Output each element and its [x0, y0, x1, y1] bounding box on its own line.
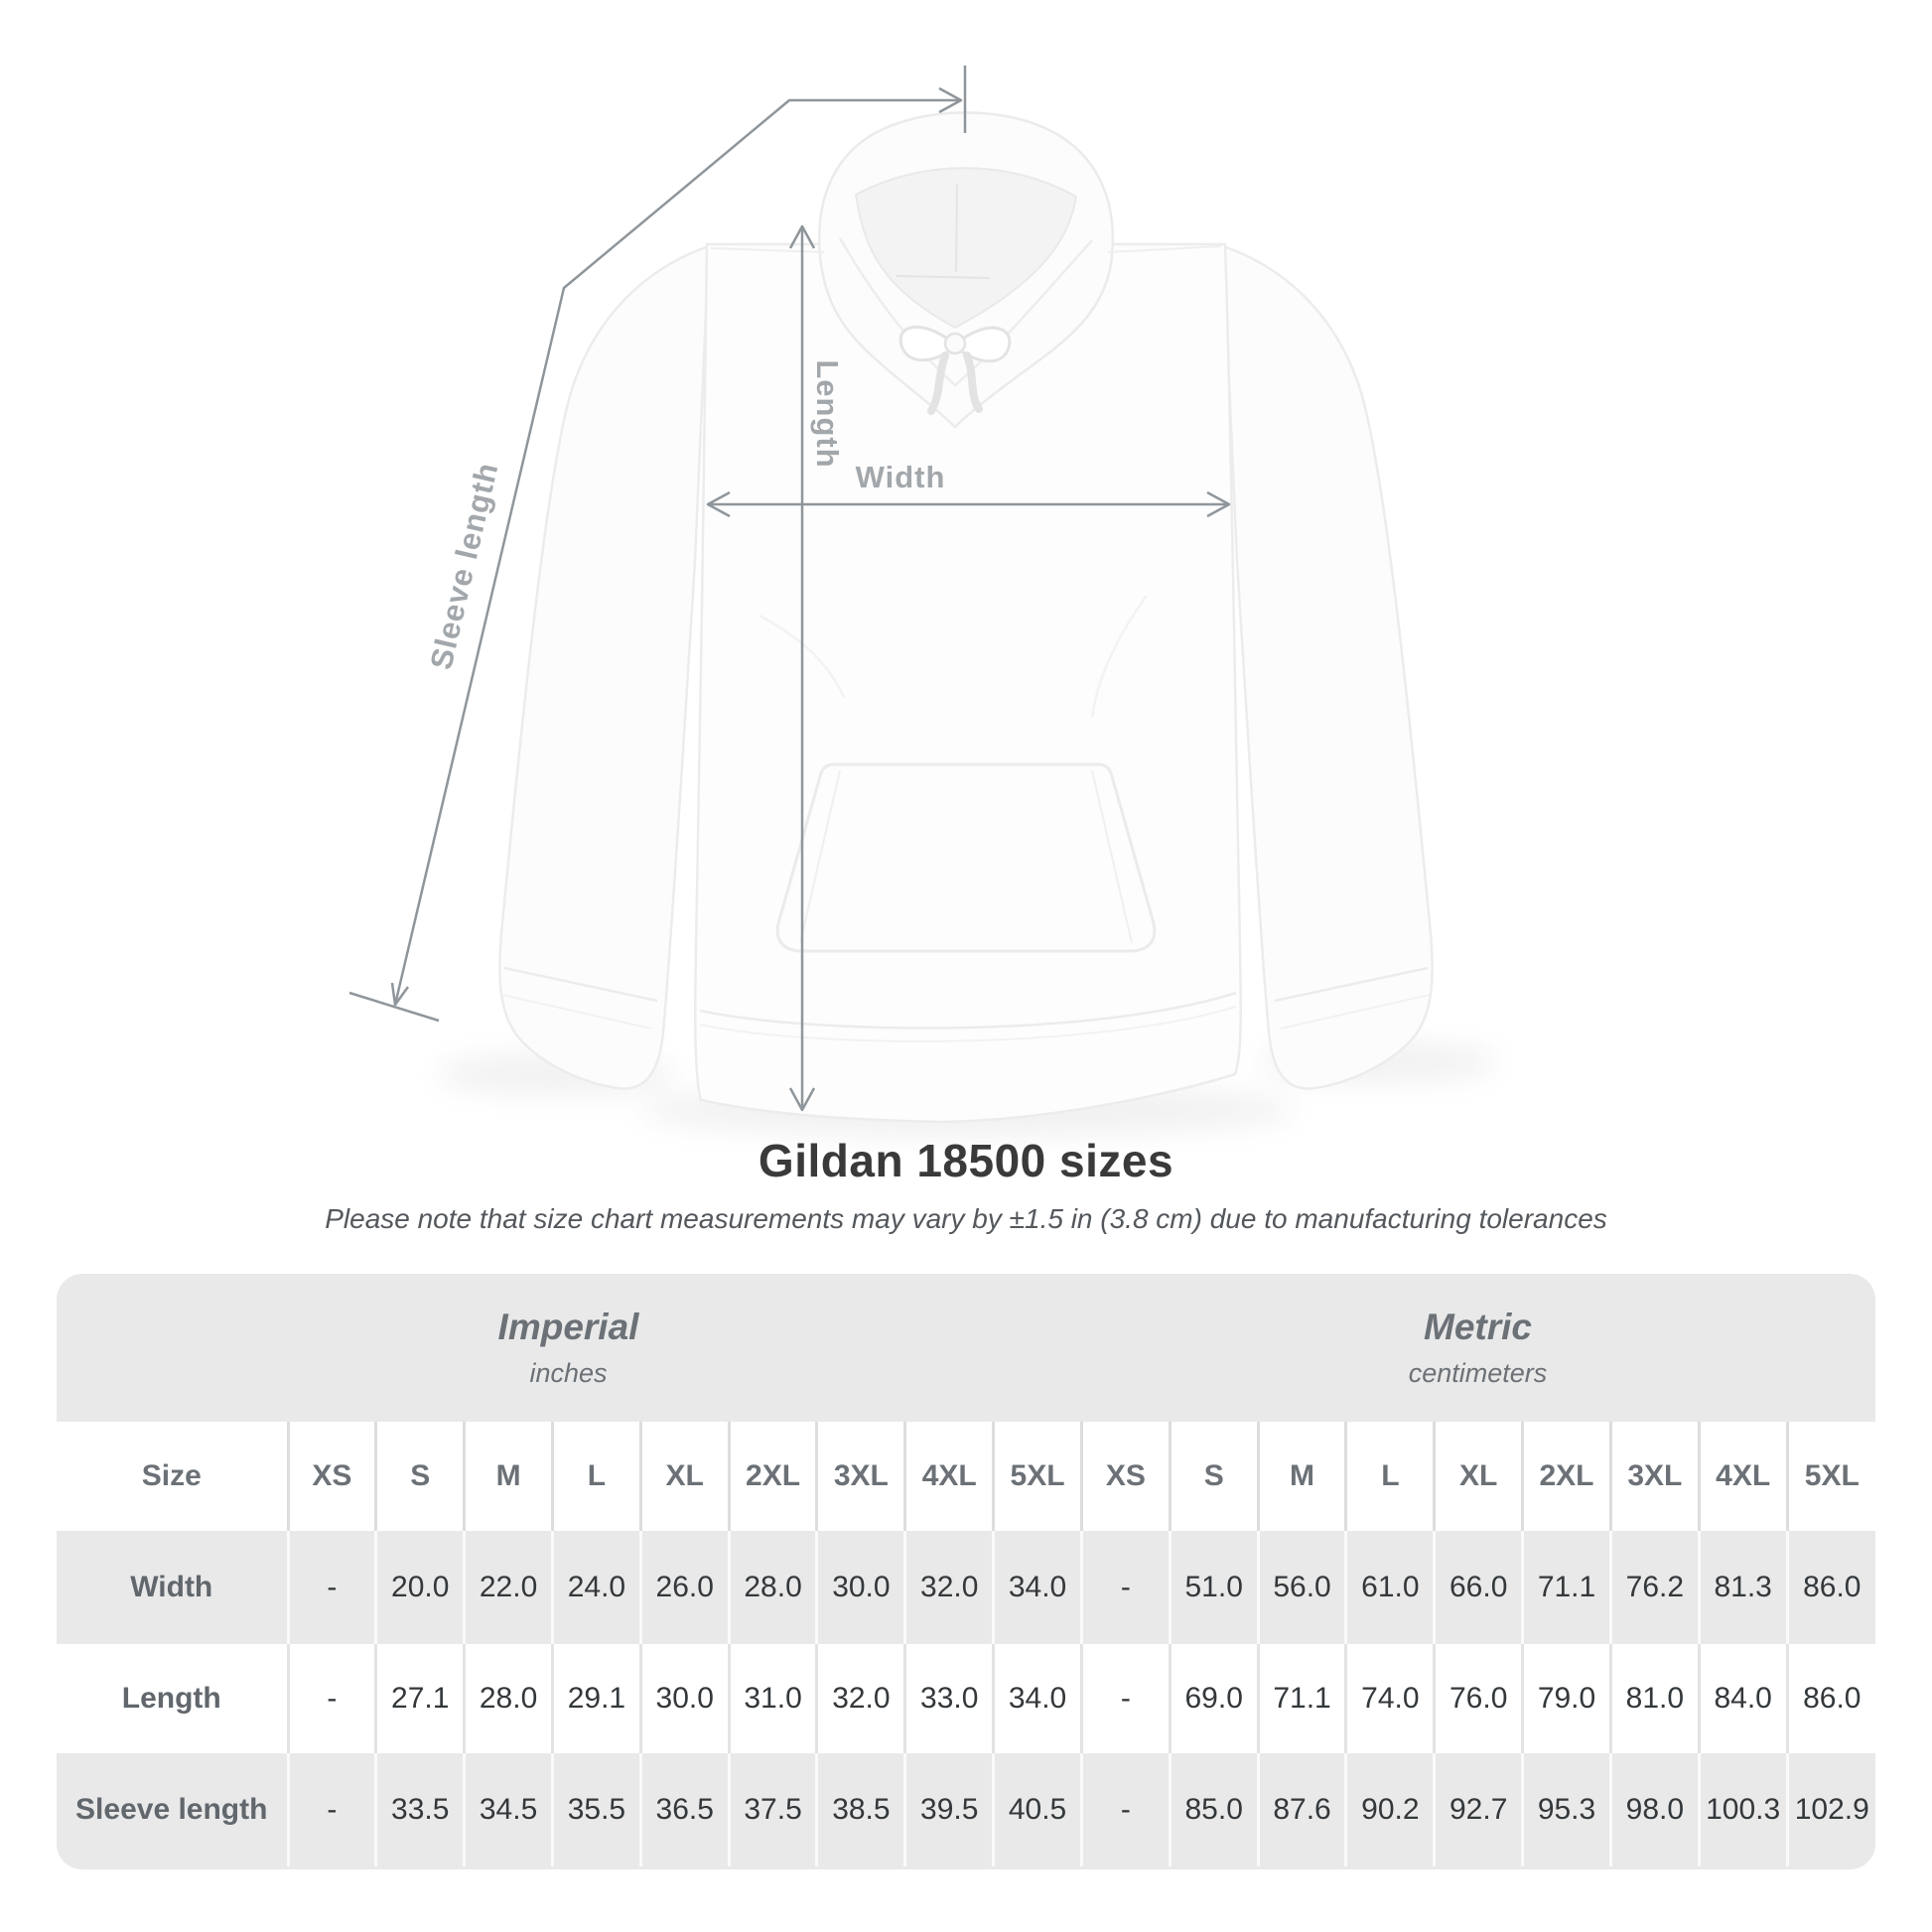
table-cell: -	[288, 1531, 376, 1644]
table-cell: 85.0	[1170, 1753, 1258, 1866]
table-cell: 100.3	[1699, 1753, 1787, 1866]
table-cell: 81.0	[1610, 1644, 1699, 1753]
table-row-length	[57, 1644, 1875, 1753]
table-cell: 29.1	[552, 1644, 640, 1753]
table-cell: -	[1081, 1644, 1170, 1753]
table-cell: 74.0	[1346, 1644, 1435, 1753]
column-header-imperial-4xl: 4XL	[905, 1422, 994, 1531]
row-label-width: Width	[130, 1571, 213, 1603]
column-header-imperial-2xl: 2XL	[729, 1422, 817, 1531]
table-cell: 39.5	[905, 1753, 994, 1866]
column-header-metric-xs: XS	[1081, 1422, 1170, 1531]
table-cell: 34.0	[994, 1531, 1082, 1644]
column-header-metric-5xl: 5XL	[1787, 1422, 1875, 1531]
width-measure-label: Width	[855, 460, 946, 494]
table-cell: -	[1081, 1531, 1170, 1644]
column-header-metric-m: M	[1258, 1422, 1346, 1531]
page-title: Gildan 18500 sizes	[758, 1135, 1174, 1186]
table-cell: 79.0	[1523, 1644, 1611, 1753]
column-header-imperial-5xl: 5XL	[994, 1422, 1082, 1531]
table-cell: 34.0	[994, 1644, 1082, 1753]
column-header-imperial-xl: XL	[640, 1422, 729, 1531]
metric-label: Metric	[1424, 1307, 1532, 1347]
imperial-unit-label: inches	[529, 1358, 608, 1388]
length-measure-label: Length	[810, 359, 845, 469]
title-block	[0, 1134, 1932, 1235]
table-cell: 86.0	[1787, 1644, 1875, 1753]
table-cell: 27.1	[376, 1644, 465, 1753]
table-cell: 31.0	[729, 1644, 817, 1753]
table-cell: -	[288, 1644, 376, 1753]
table-cell: 34.5	[465, 1753, 553, 1866]
table-cell: 51.0	[1170, 1531, 1258, 1644]
size-column-header: Size	[141, 1459, 202, 1492]
table-cell: 90.2	[1346, 1753, 1435, 1866]
table-cell: 24.0	[552, 1531, 640, 1644]
table-cell: 37.5	[729, 1753, 817, 1866]
column-header-imperial-3xl: 3XL	[817, 1422, 905, 1531]
table-cell: 38.5	[817, 1753, 905, 1866]
table-cell: -	[288, 1753, 376, 1866]
metric-unit-label: centimeters	[1408, 1358, 1548, 1388]
table-cell: 35.5	[552, 1753, 640, 1866]
table-row-sleeve-length	[57, 1753, 1875, 1866]
column-header-metric-xl: XL	[1435, 1422, 1523, 1531]
metric-unit-header	[1080, 1307, 1875, 1389]
table-cell: 30.0	[817, 1531, 905, 1644]
table-row-width	[57, 1531, 1875, 1644]
hoodie-left-sleeve	[499, 246, 709, 1089]
table-cell: 30.0	[640, 1644, 729, 1753]
table-cell: 40.5	[994, 1753, 1082, 1866]
column-header-imperial-s: S	[376, 1422, 465, 1531]
table-cell: 66.0	[1435, 1531, 1523, 1644]
table-cell: 61.0	[1346, 1531, 1435, 1644]
column-header-imperial-m: M	[465, 1422, 553, 1531]
table-cell: 22.0	[465, 1531, 553, 1644]
row-label-length: Length	[121, 1682, 221, 1715]
table-cell: 36.5	[640, 1753, 729, 1866]
row-label-sleeve-length: Sleeve length	[75, 1793, 268, 1826]
table-cell: 98.0	[1610, 1753, 1699, 1866]
table-cell: 76.0	[1435, 1644, 1523, 1753]
table-cell: -	[1081, 1753, 1170, 1866]
table-cell: 28.0	[729, 1531, 817, 1644]
imperial-label: Imperial	[497, 1307, 639, 1347]
sleeve-length-measure-label: Sleeve length	[423, 459, 505, 673]
table-cell: 71.1	[1523, 1531, 1611, 1644]
table-cell: 87.6	[1258, 1753, 1346, 1866]
table-cell: 33.0	[905, 1644, 994, 1753]
imperial-unit-header	[57, 1307, 1080, 1389]
table-cell: 28.0	[465, 1644, 553, 1753]
column-header-metric-s: S	[1170, 1422, 1258, 1531]
table-cell: 20.0	[376, 1531, 465, 1644]
unit-band	[57, 1274, 1875, 1422]
table-cell: 102.9	[1787, 1753, 1875, 1866]
table-cell: 71.1	[1258, 1644, 1346, 1753]
size-table	[57, 1274, 1875, 1869]
column-header-metric-l: L	[1346, 1422, 1435, 1531]
table-cell: 76.2	[1610, 1531, 1699, 1644]
hoodie-right-sleeve	[1223, 246, 1433, 1089]
table-cell: 84.0	[1699, 1644, 1787, 1753]
column-header-metric-2xl: 2XL	[1523, 1422, 1611, 1531]
column-header-imperial-xs: XS	[288, 1422, 376, 1531]
table-cell: 95.3	[1523, 1753, 1611, 1866]
table-cell: 69.0	[1170, 1644, 1258, 1753]
table-cell: 32.0	[905, 1531, 994, 1644]
table-cell: 92.7	[1435, 1753, 1523, 1866]
table-cell: 32.0	[817, 1644, 905, 1753]
table-cell: 56.0	[1258, 1531, 1346, 1644]
size-measurements-table	[57, 1422, 1875, 1866]
table-cell: 26.0	[640, 1531, 729, 1644]
size-header-row	[57, 1422, 1875, 1531]
tolerance-note: Please note that size chart measurements may vary by ±1.5 in (3.8 cm) due to manufacturing tolerances	[325, 1203, 1607, 1234]
table-cell: 86.0	[1787, 1531, 1875, 1644]
column-header-imperial-l: L	[552, 1422, 640, 1531]
hood-center-seam	[956, 185, 957, 272]
column-header-metric-4xl: 4XL	[1699, 1422, 1787, 1531]
column-header-metric-3xl: 3XL	[1610, 1422, 1699, 1531]
table-cell: 81.3	[1699, 1531, 1787, 1644]
table-cell: 33.5	[376, 1753, 465, 1866]
